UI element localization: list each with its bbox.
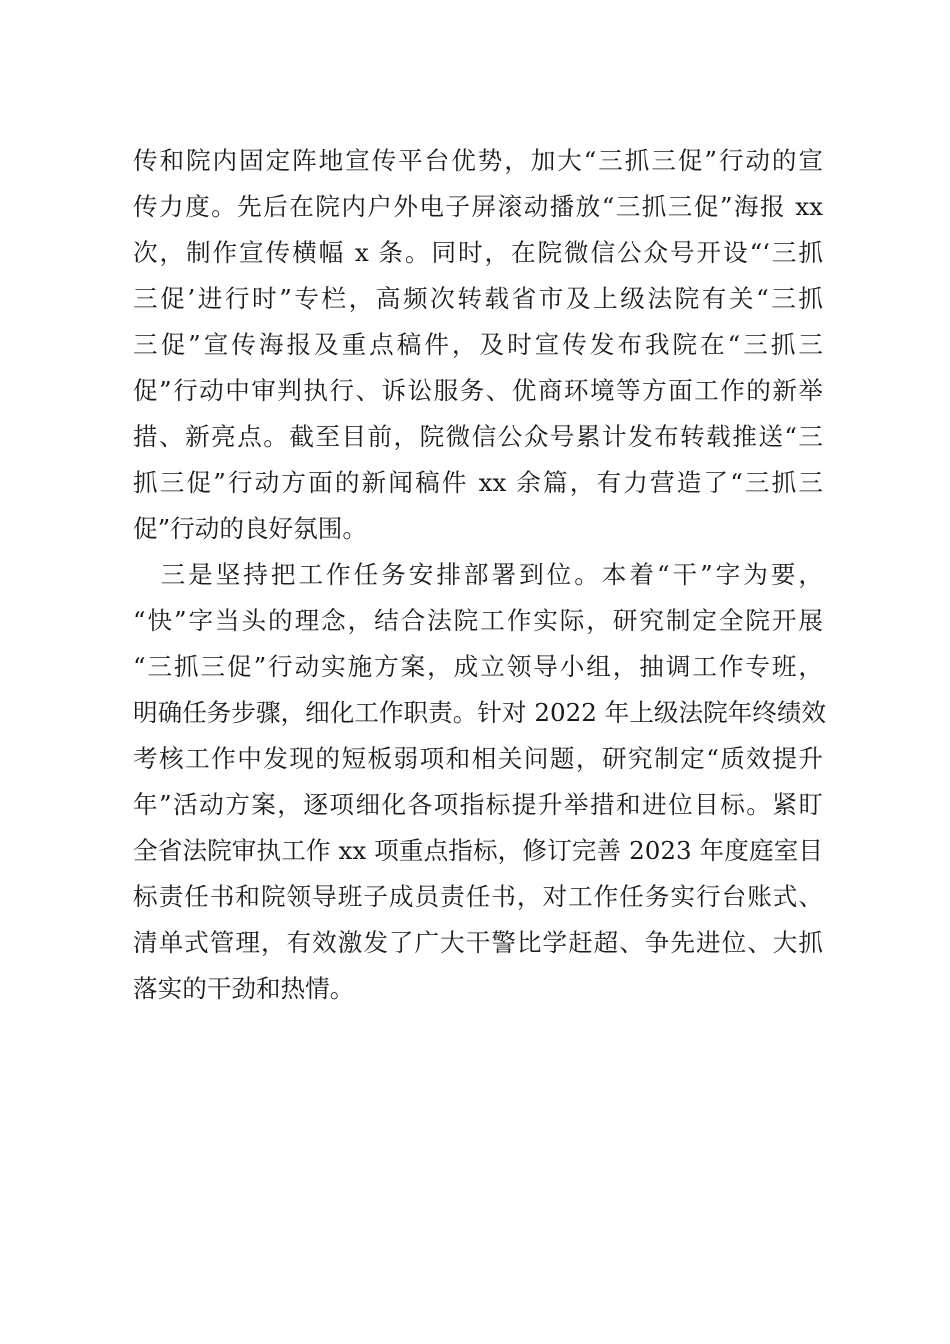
paragraph-line: 传和院内固定阵地宣传平台优势，加大“三抓三促”行动的宣: [133, 146, 823, 175]
paragraph-line: 三促’进行时”专栏，高频次转载省市及上级法院有关“三抓: [133, 284, 823, 313]
paragraph-line: 明确任务步骤，细化工作职责。针对 2022 年上级法院年终绩效: [133, 698, 827, 727]
paragraph-line: 促”行动中审判执行、诉讼服务、优商环境等方面工作的新举: [133, 376, 823, 405]
paragraph-task-deployment: [133, 552, 827, 1012]
paragraph-line: 标责任书和院领导班子成员责任书，对工作任务实行台账式、: [133, 882, 823, 911]
paragraph-line: 次，制作宣传横幅 x 条。同时，在院微信公众号开设“‘三抓: [133, 238, 823, 267]
paragraph-publicity: [133, 138, 823, 552]
paragraph-line: 促”行动的良好氛围。: [133, 514, 367, 543]
paragraph-line: 抓三促”行动方面的新闻稿件 xx 余篇，有力营造了“三抓三: [133, 468, 823, 497]
paragraph-line: 措、新亮点。截至目前，院微信公众号累计发布转载推送“三: [133, 422, 823, 451]
paragraph-line: 年”活动方案，逐项细化各项指标提升举措和进位目标。紧盯: [133, 790, 823, 819]
paragraph-line: “三抓三促”行动实施方案，成立领导小组，抽调工作专班，: [133, 652, 823, 681]
document-body: [133, 138, 827, 1012]
paragraph-line: 传力度。先后在院内户外电子屏滚动播放“三抓三促”海报 xx: [133, 192, 823, 221]
paragraph-line: 三是坚持把工作任务安排部署到位。本着“干”字为要，: [133, 560, 823, 589]
paragraph-line: 全省法院审执工作 xx 项重点指标，修订完善 2023 年度庭室目: [133, 836, 823, 865]
paragraph-line: 落实的干劲和热情。: [133, 974, 355, 1003]
paragraph-line: 三促”宣传海报及重点稿件，及时宣传发布我院在“三抓三: [133, 330, 823, 359]
paragraph-line: “快”字当头的理念，结合法院工作实际，研究制定全院开展: [133, 606, 823, 635]
paragraph-line: 清单式管理，有效激发了广大干警比学赶超、争先进位、大抓: [133, 928, 823, 957]
paragraph-line: 考核工作中发现的短板弱项和相关问题，研究制定“质效提升: [133, 744, 823, 773]
